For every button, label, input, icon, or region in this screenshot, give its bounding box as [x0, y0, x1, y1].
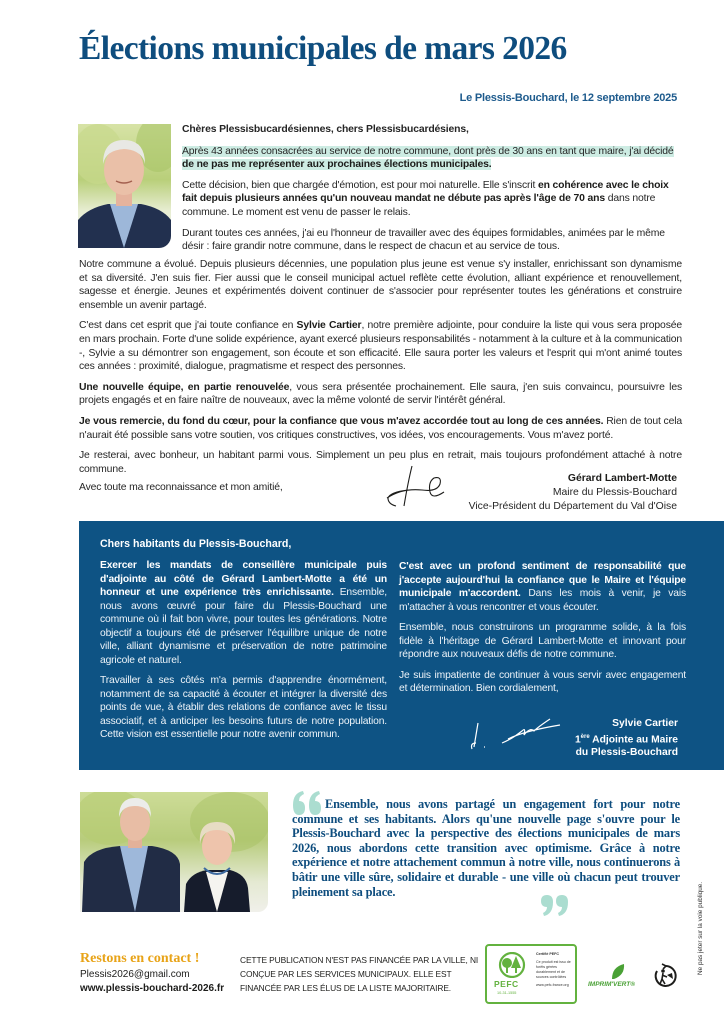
- mayor-letter-intro: [182, 123, 682, 261]
- close-quote-icon: [539, 894, 569, 918]
- duo-photo: [80, 792, 268, 912]
- mayor-paragraph-3: Durant toutes ces années, j'ai eu l'honneur de travailler avec des équipes formidables, animées par le même désir : faire grandir notre commune, dans le respect de chacun et au service de tous.: [182, 227, 665, 253]
- page-title: Élections municipales de mars 2026: [79, 30, 567, 67]
- sylvie-letter-box: [79, 521, 724, 770]
- pefc-label: PEFC: [494, 979, 519, 989]
- mayor-role-2: Vice-Président du Département du Val d'Oise: [468, 500, 677, 512]
- leaf-icon: [610, 963, 626, 981]
- sylvie-greeting: Chers habitants du Plessis-Bouchard,: [100, 538, 292, 550]
- mayor-photo: [78, 124, 171, 248]
- mayor-role: Maire du Plessis-Bouchard: [552, 486, 677, 498]
- mayor-closing: Avec toute ma reconnaissance et mon amitié,: [79, 482, 283, 493]
- pefc-description: Certifié PEFC Ce produit est issu de forêts gérées durablement et de sources contrôlées www.pefc-france.org: [536, 952, 571, 987]
- imprimvert-logo: IMPRIM'VERT®: [588, 963, 648, 991]
- sylvie-paragraph-5: Je suis impatiente de continuer à vous servir avec engagement et détermination. Bien cordialement,: [399, 669, 686, 694]
- contact-title: Restons en contact !: [80, 951, 200, 966]
- mayor-paragraph-1: [182, 145, 682, 172]
- sylvie-role-2: du Plessis-Bouchard: [575, 747, 678, 759]
- contact-website-link[interactable]: www.plessis-bouchard-2026.fr: [80, 983, 225, 994]
- mayor-letter-body: [79, 258, 682, 483]
- sylvie-paragraph-3: C'est avec un profond sentiment de responsabilité que j'accepte aujourd'hui la confiance que le Maire et l'équipe municipale m'accordent. Dans les mois à venir, je vais m'attacher à vous rencontrer et vous écouter.: [399, 561, 687, 613]
- mayor-signature-block: [469, 472, 677, 513]
- mayor-paragraph-5: C'est dans cet esprit que j'ai toute confiance en Sylvie Cartier, notre première adjointe, pour conduire la liste qui vous sera proposée en mars prochain. Forte d'une solide expérience, ayant exercé plusieurs responsabilités - notamment à la culture et à la communication -, Sylvie a su démontrer son engagement, son écoute et son efficacité. Elle saura porter les valeurs et l'esprit qui m'ont animé toutes ces années : proximité, dialogue, pragmatisme et respect des personnes.: [79, 320, 682, 373]
- sylvie-paragraph-1: Exercer les mandats de conseillère municipale puis d'adjointe au côté de Gérard Lambert-Motte a été un honneur et une expérience très enrichissante. Ensemble, nous avons œuvré pour faire du Plessis-Bouchard une commune où il fait bon vivre, pour toutes les générations. Notre objectif a toujours été de préserver l'équilibre unique de notre ville, alliant dynamisme et préservation de notre patrimoine agricole et naturel.: [100, 560, 387, 666]
- sylvie-role: 1ère Adjointe au Maire: [574, 733, 678, 745]
- funding-disclaimer: CETTE PUBLICATION N'EST PAS FINANCÉE PAR LA VILLE, NI CONÇUE PAR LES SERVICES MUNICIPAUX. ELLE EST FINANCÉE PAR LES ÉLUS DE LA LISTE MAJORITAIRE.: [240, 955, 479, 993]
- sylvie-letter-left-column: [100, 559, 387, 749]
- mayor-paragraph-6: Une nouvelle équipe, en partie renouvelée, vous sera présentée prochainement. Elle saura, j'en suis convaincu, poursuivre les projets engagés et en faire naître de nouveaux, avec la même volonté de servir l'intérêt général.: [79, 381, 682, 407]
- sylvie-letter-right-column: [399, 560, 686, 703]
- pefc-logo: [485, 944, 577, 1004]
- mayor-paragraph-2: Cette décision, bien que chargée d'émotion, est pour moi naturelle. Elle s'inscrit en cohérence avec le choix fait depuis plusieurs années qu'un nouveau mandat ne débute pas après l'âge de 70 ans dans notre commune. Le moment est venu de passer le relais.: [182, 179, 669, 218]
- contact-email-link[interactable]: Plessis2026@gmail.com: [80, 969, 190, 980]
- mayor-paragraph-8: Je resterai, avec bonheur, un habitant parmi vous. Simplement un peu plus en retrait, mais toujours profondément attaché à notre commune.: [79, 450, 682, 475]
- litter-notice: Ne pas jeter sur la voie publique.: [697, 881, 704, 975]
- dateline: Le Plessis-Bouchard, le 12 septembre 2025: [459, 92, 677, 104]
- triman-recycling-icon: [652, 963, 678, 989]
- sylvie-signature-block: [575, 717, 678, 760]
- mayor-paragraph-4: Notre commune a évolué. Depuis plusieurs décennies, une population plus jeune est venue s'y installer, enrichissant son dynamisme et sa diversité. J'en suis fier. Fier aussi que le conseil municipal actuel reflète cette évolution, alliant expérience et renouvellement, sagesse et énergie. Jeunes et expérimentés doivent continuer de s'associer pour représenter toutes les générations et construire ensemble un avenir partagé.: [79, 259, 682, 311]
- highlighted-text: Après 43 années consacrées au service de notre commune, dont près de 30 ans en tant que maire, j'ai décidé de ne pas me représenter aux prochaines élections municipales.: [182, 145, 674, 171]
- mayor-name: Gérard Lambert-Motte: [567, 473, 677, 484]
- sylvie-name: Sylvie Cartier: [612, 718, 678, 729]
- mayor-greeting: Chères Plessisbucardésiennes, chers Plessisbucardésiens,: [182, 124, 469, 135]
- mayor-signature: [382, 462, 452, 510]
- pefc-trees-icon: [496, 952, 528, 978]
- sylvie-paragraph-2: Travailler à ses côtés m'a permis d'apprendre énormément, notamment de sa capacité à écouter et intégrer la diversité des points de vue, à établir des relations de confiance avec le tissu associatif, et à anticiper les besoins futurs de notre population. Cette vision est essentielle pour notre avenir commun.: [100, 675, 387, 740]
- joint-quote: Ensemble, nous avons partagé un engagement fort pour notre commune et ses habitants. Alors qu'une nouvelle page s'ouvre pour le Plessis-Bouchard avec la perspective des élections municipales de mars 2026, nous abordons cette transition avec optimisme. Grâce à notre expérience et notre attachement commun à notre ville, nous continuerons à bâtir une ville sûre, solidaire et durable - une ville où chacun peut trouver pleinement sa place.: [292, 797, 680, 899]
- mayor-paragraph-7: Je vous remercie, du fond du cœur, pour la confiance que vous m'avez accordée tout au long de ces années. Rien de tout cela n'aurait été possible sans votre soutien, vos critiques constructives, vos idées, vos encouragements. Vous m'avez porté.: [79, 415, 683, 441]
- sylvie-paragraph-4: Ensemble, nous construirons un programme solide, à la fois fidèle à l'héritage de Gérard Lambert-Motte et innovant pour répondre aux nouveaux défis de notre commune.: [399, 622, 686, 660]
- sylvie-signature: [464, 709, 564, 754]
- pefc-code: 10-31-1555: [497, 991, 517, 995]
